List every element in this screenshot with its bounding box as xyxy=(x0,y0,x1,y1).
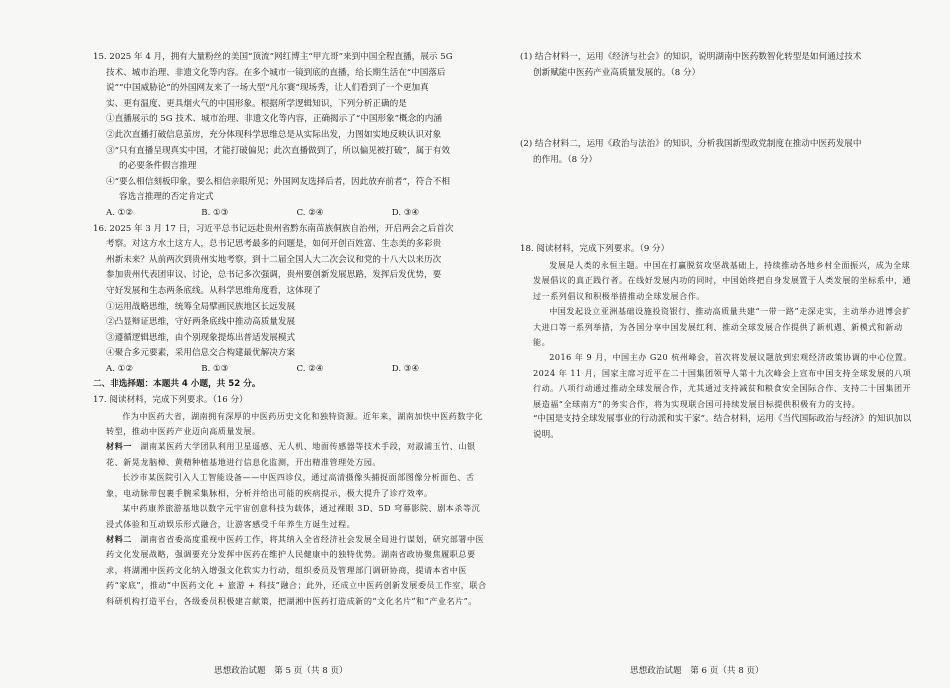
q16-option-1: ①运用战略思维，统筹全局擘画民族地区长远发展 xyxy=(106,301,296,312)
question-15 xyxy=(93,50,487,222)
q18-p3: 2016 年 9 月，中国主办 G20 杭州峰会，首次将发展议题放到宏观经济政策协调的中心位置。2024 年 11 月，国家主席习近平在二十国集团领导人第十九次峰会上宣布中国支持全球发展的八项行动。八项行动通过推动全球发展合作，尤其通过支持减贫和粮食安全国际合作、支持二十国集团开展造福“全球南方”的务实合作，将为实现联合国可持续发展目标提供积极有力的支持。 xyxy=(533,352,912,409)
choice-d: D. ③④ xyxy=(391,363,420,374)
question-17 xyxy=(93,393,487,609)
page-footer-right: 思想政治试题 第 6 页（共 8 页） xyxy=(630,666,764,676)
q17-2-line: (2) 结合材料二，运用《政治与法治》的知识，分析我国新型政党制度在推动中医药发展中 xyxy=(520,139,862,150)
q15-stem-line: 实、更有温度、更具烟火气的中国形象。根据所学逻辑知识，下列分析正确的是 xyxy=(106,98,407,109)
q17-material xyxy=(93,409,487,609)
q18-p2: 中国发起设立亚洲基础设施投资银行、推动高质量共建“一带一路”走深走实，主动举办进博会扩大进口等一系列举措，为各国分享中国发展红利、推动全球发展合作提供了新机遇、新模式和新动能。 xyxy=(533,306,911,347)
q15-option-4: ④“要么相信刻板印象，要么相信亲眼所见；外国网友选择后者，因此放弃前者”，符合不相 xyxy=(106,176,450,187)
section-title: 二、非选择题：本题共 4 小题，共 52 分。 xyxy=(93,379,261,390)
material2-text: 湖南省省委高度重视中医药工作，将其纳入全省经济社会发展全局进行谋划，研究部署中医药文化发展战略，强调要充分发挥中医药在维护人民健康中的独特优势。湖南省政协聚焦履职总要求，将湖湘中医药文化纳入增强文化软实力行动，组织委员及管理部门调研协商，提请本省中医药“家底”，推动“中医药文化 + 旅游 + 科技”融合；此外，还成立中医药创新发展委员工作室，联合科研机构打造平台，各级委员积极建言献策，把湖湘中医药打造成新的“文化名片”和“产业名片”。 xyxy=(106,533,487,606)
q18-question: “中国是支持全球发展事业的行动派和实干家”。结合材料，运用《当代国际政治与经济》的知识加以说明。 xyxy=(533,414,912,440)
q16-stem-line: 考察。对这方水土这方人，总书记思考最多的问题是，如何开创百姓富、生态美的多彩贵 xyxy=(106,239,442,250)
choice-d: D. ③④ xyxy=(391,207,420,218)
q18-p1: 发展是人类的永恒主题。中国在打赢脱贫攻坚战基础上，持续推动各地乡村全面振兴，成为全球发展倡议的真正践行者。在线好发展内功的同时，中国始终把自身发展置于人类发展的坐标系中，通过一系列倡议和积极举措推动全球发展合作。 xyxy=(533,259,912,301)
q15-option-3-cont: 的必要条件假言推理 xyxy=(119,161,197,172)
page-footer-left: 思想政治试题 第 5 页（共 8 页） xyxy=(214,666,348,676)
q16-choices xyxy=(93,362,487,378)
q17-stem: 17. 阅读材料，完成下列要求。（16 分） xyxy=(93,395,248,406)
q16-stem-line: 16. 2025 年 3 月 17 日，习近平总书记远赴贵州省黔东南苗族侗族自治州，开启两会之后首次 xyxy=(93,223,454,234)
q17-2-line: 的作用。（8 分） xyxy=(533,154,598,165)
answer-space xyxy=(520,81,918,137)
choice-c: C. ②④ xyxy=(296,207,324,218)
q15-option-2: ②此次直播打破信息茧房，充分体现科学思维总是从实际出发，力图如实地反映认识对象 xyxy=(106,129,442,140)
question-17-2 xyxy=(520,137,918,168)
q15-choices xyxy=(93,206,487,222)
q15-option-4-cont: 容选言推理的否定肯定式 xyxy=(119,192,214,203)
material1-label: 材料一 xyxy=(106,441,132,452)
q16-stem-line: 州新未来？从前两次到贵州实地考察，到十二届全国人大二次会议和党的十八大以来历次 xyxy=(106,254,442,265)
q15-option-3: ③“只有直播呈现真实中国，才能打破偏见；此次直播做到了，所以偏见被打破”，属于有效 xyxy=(106,145,450,156)
choice-c: C. ②④ xyxy=(296,363,324,374)
q17-1-line: 创新赋能中医药产业高质量发展的。（8 分） xyxy=(533,67,701,78)
q16-option-2: ②凸显辩证思维，守好两条底线中推动高质量发展 xyxy=(106,317,296,328)
q16-option-3: ③遵循逻辑思维，由个别现象提炼出普适发展模式 xyxy=(106,332,296,343)
q18-material xyxy=(520,258,918,412)
question-16 xyxy=(93,222,487,378)
q17-intro: 作为中医药大省，湖南拥有深厚的中医药历史文化和独特资源。近年来，湖南加快中医药数字化转型，推动中医药产业迈向高质量发展。 xyxy=(106,410,484,437)
q16-stem-line: 守好发展和生态两条底线。从科学思维角度看，这体现了 xyxy=(106,285,321,296)
material1-text: 湖南某医药大学团队利用卫星遥感、无人机、地面传感器等技术手段，对淑浦玉竹、山银花、新晃龙脑樟、黄精种植基地进行信息化监测，开出精准管理处方园。 xyxy=(106,441,476,467)
material2-label: 材料二 xyxy=(106,533,132,544)
q17-material1 xyxy=(93,439,487,470)
q15-option-1: ①直播展示的 5G 技术、城市治理、非遗文化等内容，正确揭示了“中国形象”概念的内涵 xyxy=(106,114,442,125)
question-17-1 xyxy=(520,50,918,81)
question-18 xyxy=(520,242,918,443)
q17-material2 xyxy=(93,532,487,609)
q16-option-4: ④聚合多元要素，采用信息交合构建最优解决方案 xyxy=(106,348,296,359)
choice-a: A. ①② xyxy=(106,363,134,374)
left-column xyxy=(93,50,487,609)
q17-1-line: (1) 结合材料一，运用《经济与社会》的知识，说明湖南中医药数智化转型是如何通过技术 xyxy=(520,52,862,62)
q17-material1-p3: 某中药康养旅游基地以数字元宇宙创意科技为载体，通过裸眼 3D、5D 穹幕影院、剧本杀等沉浸式体验和互动娱乐形式融合，让游客感受千年养生方诞生过程。 xyxy=(106,503,481,529)
choice-b: B. ①③ xyxy=(201,363,229,374)
right-column xyxy=(520,50,918,443)
choice-b: B. ①③ xyxy=(201,207,229,218)
q17-material1-p2: 长沙市某医院引入人工智能设备——中医四诊仪，通过高清摄像头捕捉面部图像分析面色、舌象，电动脉带包裹手腕采集脉相，分析并给出可能的疾病提示，极大提升了诊疗效率。 xyxy=(106,472,475,498)
choice-a: A. ①② xyxy=(106,207,134,218)
q18-stem: 18. 阅读材料，完成下列要求。（9 分） xyxy=(520,244,670,255)
q15-stem-line: 15. 2025 年 4 月，拥有大量粉丝的美国“顶流”网红博主“甲亢哥”来到中国全程直播，展示 5G xyxy=(93,52,453,62)
q15-stem-line: 技术、城市治理、非遗文化等内容。在多个城市一镜到底的直播，给长期生活在“中国落后 xyxy=(106,67,446,78)
answer-space xyxy=(520,168,918,242)
q16-stem-line: 参加贵州代表团审议、讨论，总书记多次强调，贵州要创新发展思路，发挥后发优势，要 xyxy=(106,270,442,281)
q15-stem-line: 说”“中国威胁论”的外国网友来了一场大型“凡尔赛”现场秀，让人们看到了一个更加真 xyxy=(106,83,429,94)
